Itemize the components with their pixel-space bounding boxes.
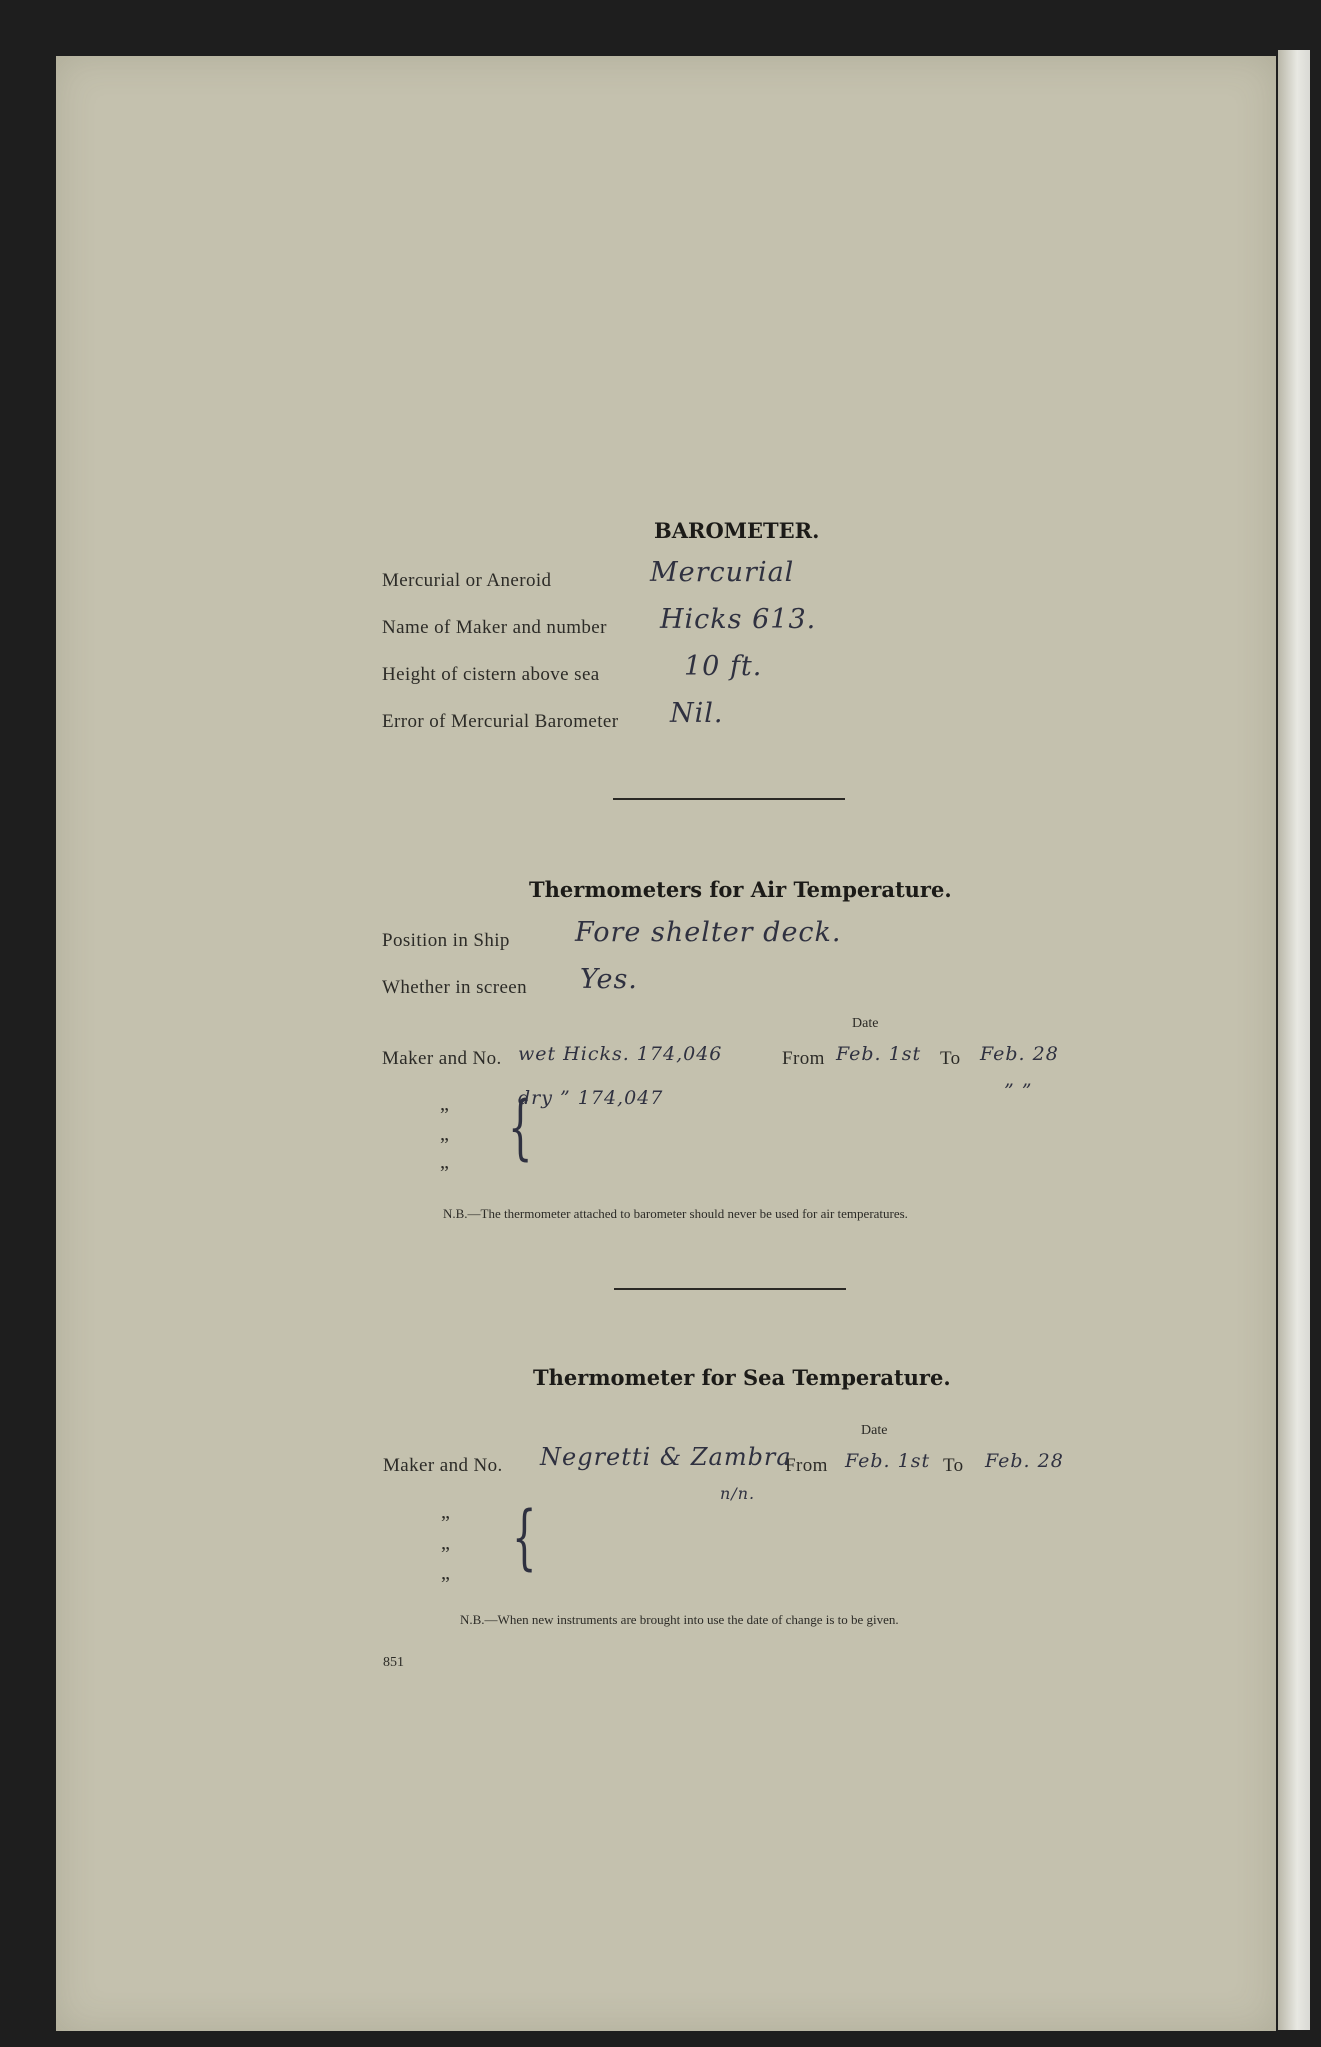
air-note: N.B.—The thermometer attached to barometer should never be used for air temperatures. <box>443 1206 908 1221</box>
screen-label: Whether in screen <box>382 977 528 998</box>
error-value: Nil. <box>670 698 724 729</box>
position-value: Fore shelter deck. <box>575 917 842 948</box>
sea-to-label: To <box>943 1455 964 1476</box>
air-date-label: Date <box>852 1016 879 1031</box>
mercurial-value: Mercurial <box>650 557 795 588</box>
air-to-label: To <box>940 1048 961 1069</box>
sea-ditto-2: ” <box>441 1543 450 1565</box>
page-edge <box>1278 50 1310 2030</box>
cistern-value: 10 ft. <box>684 651 763 682</box>
air-ditto-1: ” <box>440 1104 449 1126</box>
maker-value: Hicks 613. <box>660 604 817 635</box>
air-ditto-2: ” <box>440 1134 449 1156</box>
sea-ditto-1: ” <box>441 1512 450 1534</box>
sea-ditto-3: ” <box>441 1573 450 1595</box>
divider-2 <box>614 1288 846 1290</box>
air-maker-label: Maker and No. <box>382 1048 502 1069</box>
sea-maker-label: Maker and No. <box>383 1455 503 1476</box>
air-to-value: Feb. 28 <box>980 1043 1059 1065</box>
air-from-label: From <box>782 1048 825 1069</box>
screen-value: Yes. <box>580 964 638 995</box>
sea-heading: Thermometer for Sea Temperature. <box>533 1365 951 1390</box>
barometer-heading: BAROMETER. <box>654 518 820 543</box>
sea-date-label: Date <box>861 1423 888 1438</box>
divider-1 <box>613 798 845 800</box>
sea-brace: { <box>512 1496 537 1578</box>
page-number: 851 <box>383 1655 404 1670</box>
sea-note: N.B.—When new instruments are brought into use the date of change is to be given. <box>460 1612 899 1627</box>
error-label: Error of Mercurial Barometer <box>382 711 619 732</box>
sea-maker-sub: n/n. <box>720 1484 756 1503</box>
position-label: Position in Ship <box>382 930 510 951</box>
air-row2-maker: dry ” 174,047 <box>518 1087 664 1109</box>
air-heading: Thermometers for Air Temperature. <box>529 877 952 902</box>
sea-from-value: Feb. 1st <box>845 1450 931 1472</box>
air-maker-value: wet Hicks. 174,046 <box>518 1043 723 1065</box>
sea-maker-value: Negretti & Zambra <box>540 1443 792 1471</box>
mercurial-label: Mercurial or Aneroid <box>382 570 552 591</box>
air-row2-dates: ” ” <box>1004 1080 1033 1102</box>
maker-label: Name of Maker and number <box>382 617 607 638</box>
cistern-label: Height of cistern above sea <box>382 664 600 685</box>
air-brace: { <box>508 1086 533 1168</box>
sea-from-label: From <box>785 1455 828 1476</box>
air-from-value: Feb. 1st <box>836 1043 922 1065</box>
air-ditto-3: ” <box>440 1162 449 1184</box>
sea-to-value: Feb. 28 <box>985 1450 1064 1472</box>
